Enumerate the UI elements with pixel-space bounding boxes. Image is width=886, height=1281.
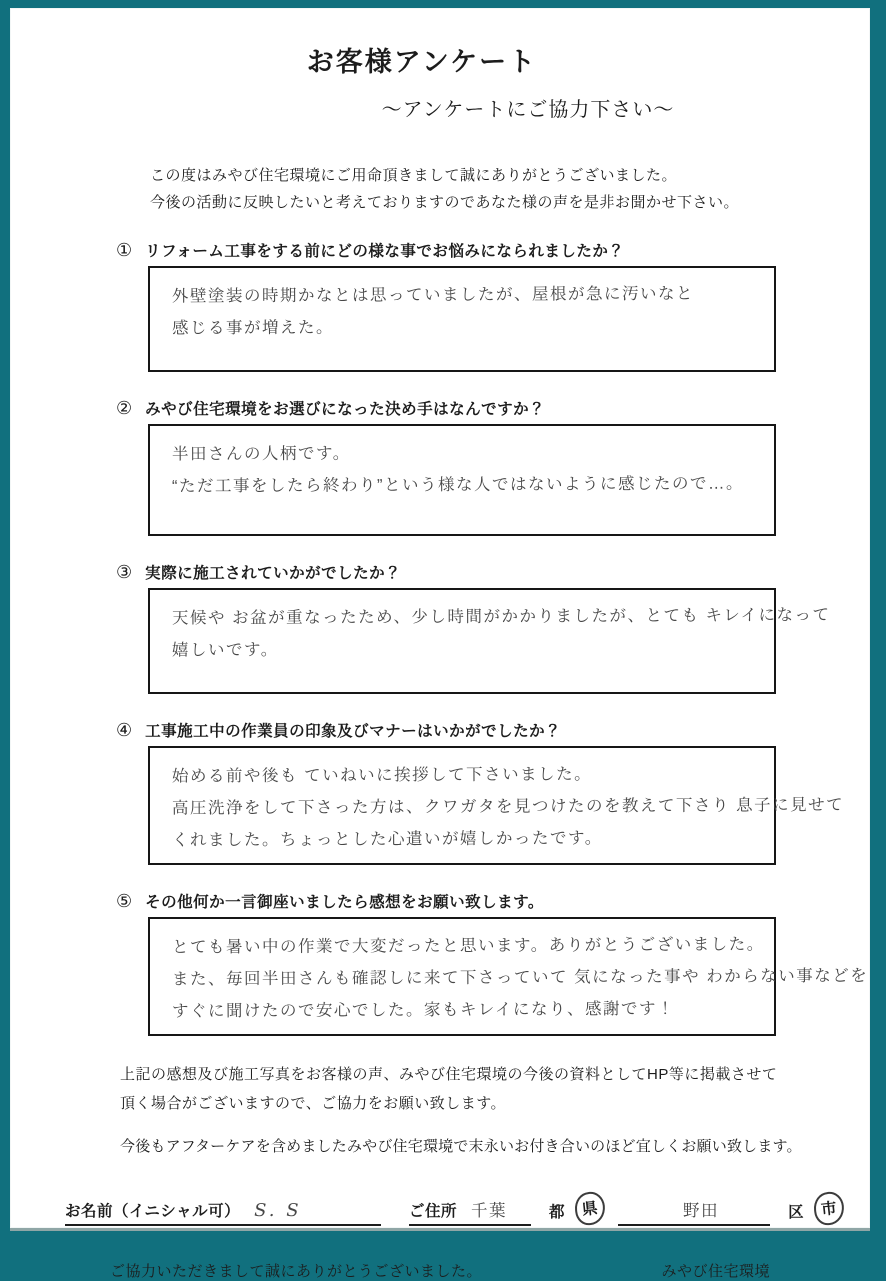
answer-box bbox=[148, 917, 869, 1036]
survey-paper bbox=[10, 8, 870, 1280]
question-number: ② bbox=[116, 398, 133, 418]
question-block-2 bbox=[10, 397, 870, 536]
question-block-4 bbox=[10, 719, 870, 865]
closing-thanks: ご協力いただきまして誠にありがとうございました。 bbox=[110, 1263, 483, 1280]
question-header bbox=[116, 561, 870, 583]
intro-line-2: 今後の活動に反映したいと考えておりますのであなた様の声を是非お聞かせ下さい。 bbox=[150, 194, 740, 211]
handwritten-answer-line: また、毎回半田さんも確認しに来て下さっていて 気になった事や わからない事などを bbox=[171, 966, 869, 989]
prefecture-suffix-to: 都 bbox=[549, 1204, 565, 1221]
city-field bbox=[618, 1197, 770, 1226]
company-name: みやび住宅環境 bbox=[661, 1263, 770, 1280]
answer-box bbox=[148, 424, 776, 536]
question-number: ④ bbox=[116, 720, 133, 740]
question-block-3 bbox=[10, 561, 870, 694]
intro-paragraph bbox=[150, 162, 870, 216]
question-header bbox=[116, 397, 870, 419]
question-header bbox=[116, 719, 870, 741]
closing-row bbox=[110, 1260, 770, 1281]
publication-notice: 上記の感想及び施工写真をお客様の声、みやび住宅環境の今後の資料としてHP等に掲載させて頂く場合がございますので、ご協力をお願い致します。 bbox=[120, 1066, 778, 1112]
name-field-value: S. S bbox=[254, 1200, 302, 1221]
question-label: みやび住宅環境をお選びになった決め手はなんですか？ bbox=[145, 401, 546, 418]
question-label: その他何か一言御座いましたら感想をお願い致します。 bbox=[145, 894, 544, 911]
handwritten-answer-line: 感じる事が増えた。 bbox=[171, 318, 335, 338]
question-label: 実際に施工されていかがでしたか？ bbox=[145, 565, 402, 582]
answer-box bbox=[148, 266, 776, 372]
handwritten-answer-line: “ただ工事をしたら終わり”という様な人ではないように感じたので…。 bbox=[171, 474, 745, 496]
question-label: リフォーム工事をする前にどの様な事でお悩みになられましたか？ bbox=[145, 243, 625, 260]
question-number: ① bbox=[116, 240, 133, 260]
handwritten-answer-line: すぐに聞けたので安心でした。家もキレイになり、感謝です！ bbox=[171, 999, 676, 1021]
name-field bbox=[65, 1199, 381, 1226]
question-header bbox=[116, 890, 870, 912]
aftercare-note: 今後もアフターケアを含めましたみやび住宅環境で末永いお付き合いのほど宜しくお願い致します。 bbox=[120, 1138, 802, 1155]
handwritten-answer-line: 天候や お盆が重なったため、少し時間がかかりましたが、とても キレイになって bbox=[171, 606, 831, 628]
question-number: ③ bbox=[116, 562, 133, 582]
handwritten-answer-line: 高圧洗浄をして下さった方は、クワガタを見つけたのを教えて下さり 息子に見せて bbox=[171, 796, 845, 818]
question-block-1 bbox=[10, 239, 870, 372]
page-subtitle: ～アンケートにご協力下さい～ bbox=[381, 99, 675, 121]
name-field-label: お名前（イニシャル可） bbox=[65, 1203, 241, 1220]
intro-line-1: この度はみやび住宅環境にご用命頂きまして誠にありがとうございました。 bbox=[150, 167, 678, 184]
handwritten-answer-line: 嬉しいです。 bbox=[171, 640, 279, 660]
question-header bbox=[116, 239, 870, 261]
page-title: お客様アンケート bbox=[306, 47, 538, 77]
answer-box bbox=[148, 746, 845, 865]
question-number: ⑤ bbox=[116, 891, 133, 911]
handwritten-answer-line: とても暑い中の作業で大変だったと思います。ありがとうございました。 bbox=[171, 935, 765, 957]
handwritten-answer-line: 始める前や後も ていねいに挨拶して下さいました。 bbox=[171, 765, 593, 786]
handwritten-answer-line: 外壁塗装の時期かなとは思っていましたが、屋根が急に汚いなと bbox=[171, 284, 695, 306]
address-field-label: ご住所 bbox=[409, 1203, 458, 1220]
prefecture-suffix-ken-circled: 県 bbox=[573, 1191, 606, 1227]
question-label: 工事施工中の作業員の印象及びマナーはいかがでしたか？ bbox=[145, 723, 562, 740]
city-suffix-shi-circled: 市 bbox=[812, 1191, 845, 1227]
answer-box bbox=[148, 588, 831, 694]
city-value: 野田 bbox=[683, 1202, 720, 1220]
signature-row bbox=[65, 1192, 870, 1226]
question-block-5 bbox=[10, 890, 870, 1036]
prefecture-value: 千葉 bbox=[471, 1202, 508, 1220]
handwritten-answer-line: 半田さんの人柄です。 bbox=[171, 444, 351, 464]
address-field bbox=[409, 1197, 531, 1226]
city-suffix-ku: 区 bbox=[788, 1204, 804, 1221]
handwritten-answer-line: くれました。ちょっとした心遣いが嬉しかったです。 bbox=[171, 829, 603, 850]
